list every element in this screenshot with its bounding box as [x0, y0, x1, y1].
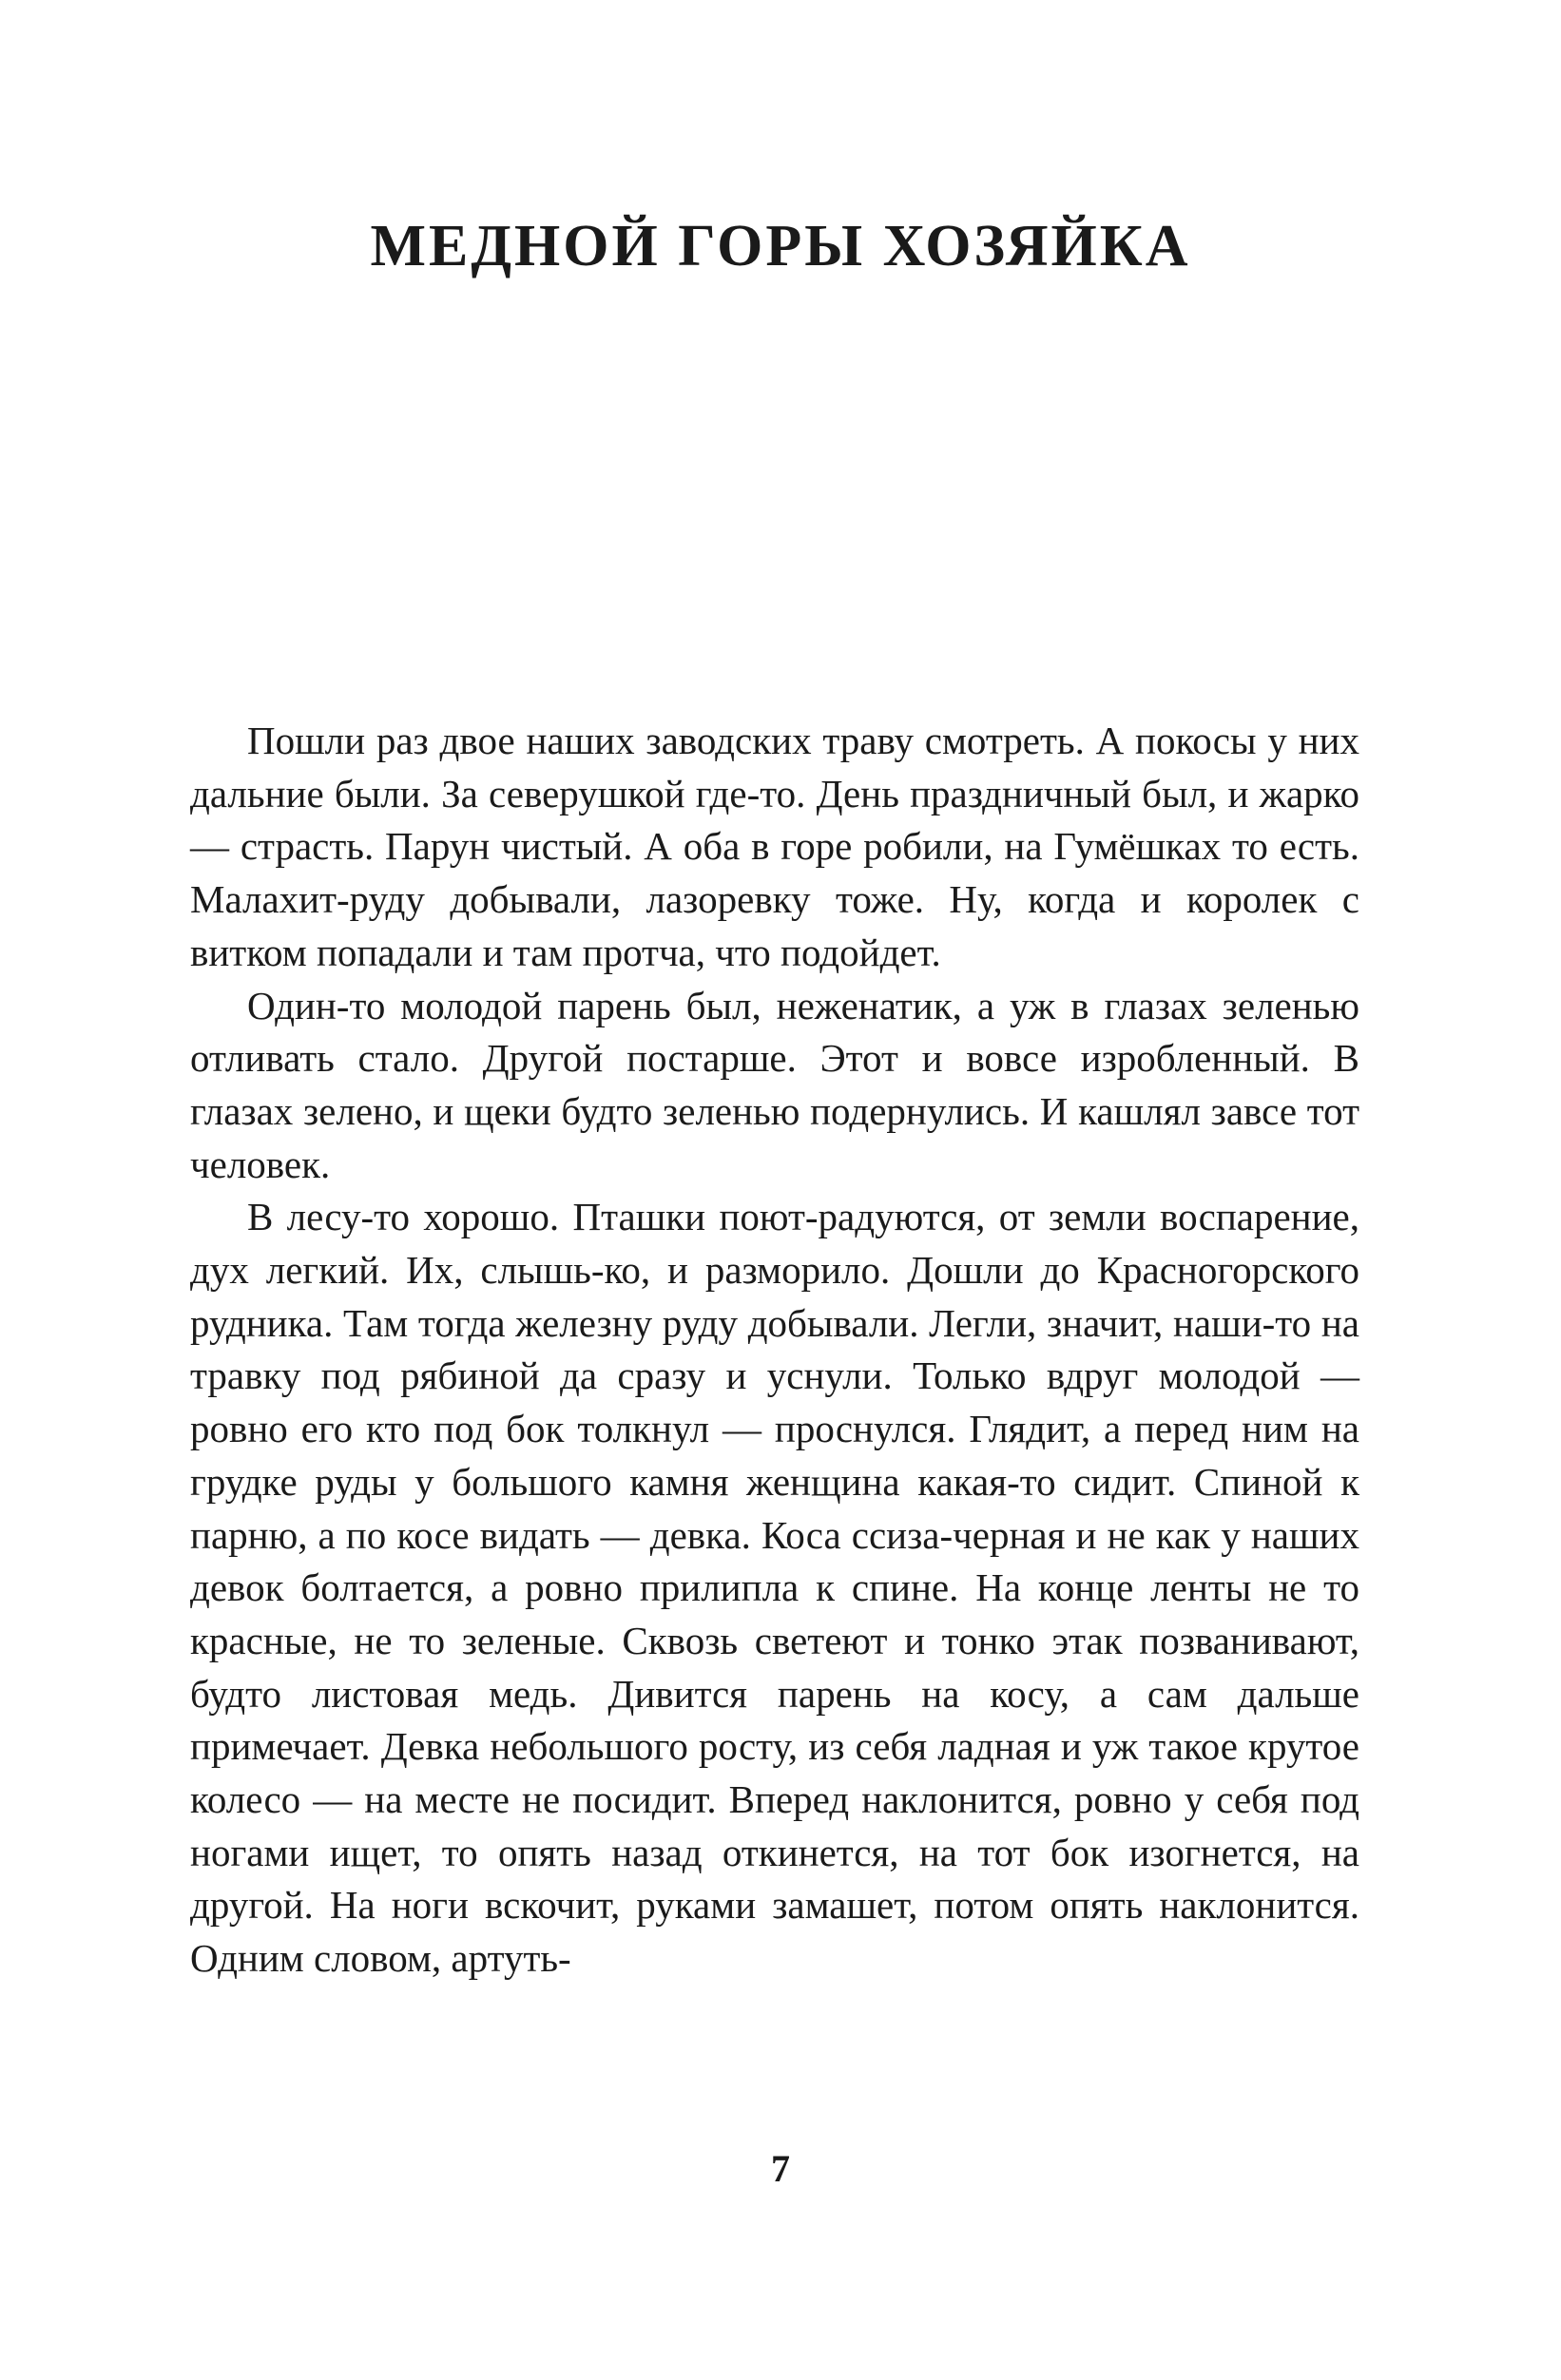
paragraph: Один-то молодой парень был, неженатик, а уж в глазах зеленью отливать стало. Другой постарше. Этот и вовсе изробленный. В глазах зелено, и щеки будто зеленью подернулись. И кашлял завсе тот человек. [190, 983, 1359, 1186]
paragraph: Пошли раз двое наших заводских траву смотреть. А покосы у них дальние были. За северушкой где-то. День праздничный был, и жарко — страсть. Парун чистый. А оба в горе робили, на Гумёшках то есть. Малахит-руду добывали, лазоревку тоже. Ну, когда и королек с витком попадали и там протча, что подойдет. [190, 719, 1359, 974]
body-text [190, 715, 1359, 1986]
chapter-title: МЕДНОЙ ГОРЫ ХОЗЯЙКА [370, 214, 1191, 278]
page-number: 7 [771, 2147, 790, 2190]
paragraph: В лесу-то хорошо. Пташки поют-радуются, от земли воспарение, дух легкий. Их, слышь-ко, и разморило. Дошли до Красногорского рудника. Там тогда железну руду добывали. Легли, значит, наши-то на травку под рябиной да сразу и уснули. Только вдруг молодой — ровно его кто под бок толкнул — проснулся. Глядит, а перед ним на грудке руды у большого камня женщина какая-то сидит. Спиной к парню, а по косе видать — девка. Коса ссиза-черная и не как у наших девок болтается, а ровно прилипла к спине. На конце ленты не то красные, не то зеленые. Сквозь светеют и тонко этак позванивают, будто листовая медь. Дивится парень на косу, а сам дальше примечает. Девка небольшого росту, из себя ладная и уж такое крутое колесо — на месте не посидит. Вперед наклонится, ровно у себя под ногами ищет, то опять назад откинется, на тот бок изогнется, на другой. На ноги вскочит, руками замашет, потом опять наклонится. Одним словом, артуть- [190, 1195, 1359, 1981]
